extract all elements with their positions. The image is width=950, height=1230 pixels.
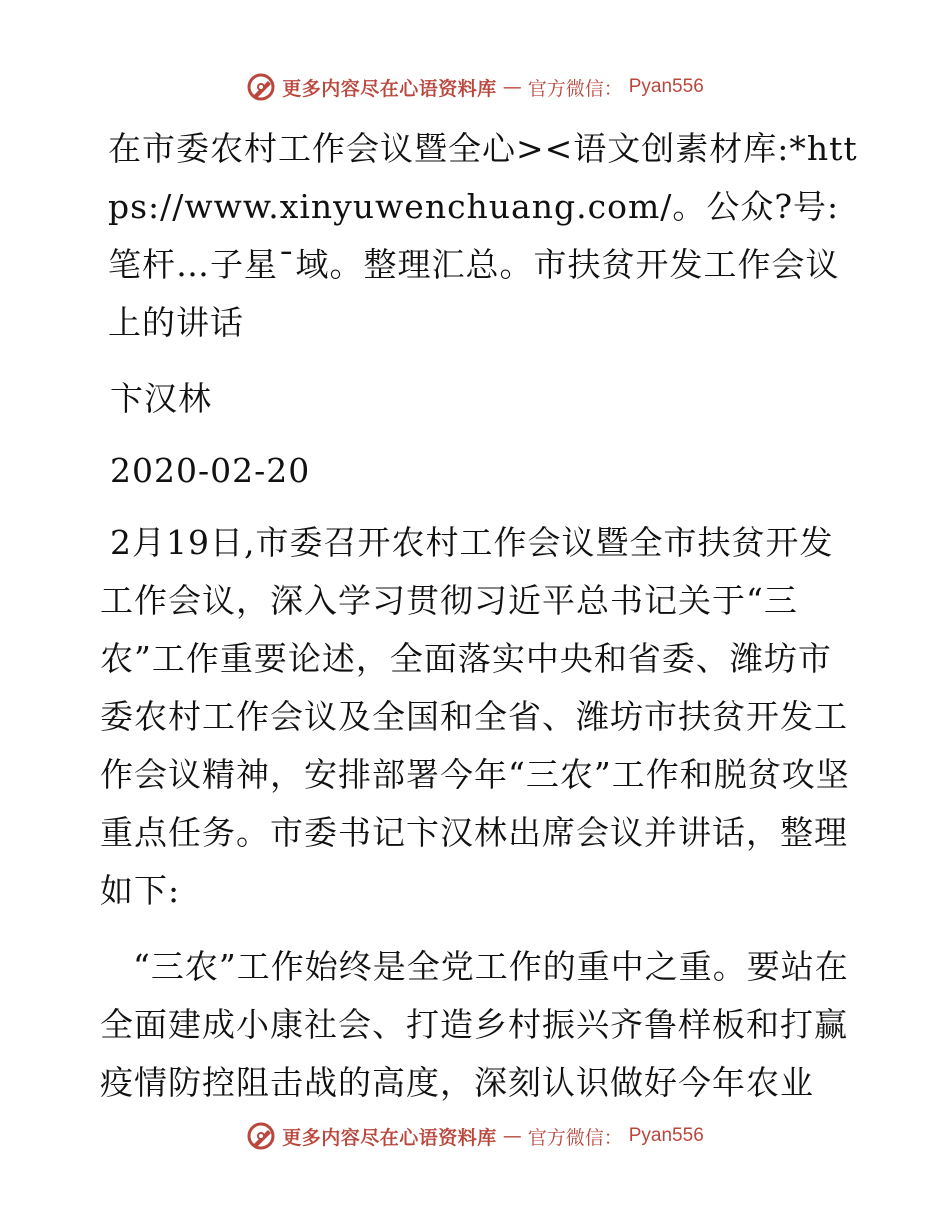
- watermark-wechat-id: Pyan556: [628, 76, 704, 97]
- document-date: 2020-02-20: [110, 451, 311, 490]
- paragraph: “三农”工作始终是全党工作的重中之重。要站在全面建成小康社会、打造乡村振兴齐鲁样板和打赢疫情防控阻击战的高度，深刻认识做好今年农业: [100, 947, 849, 1102]
- document-body: [100, 120, 860, 1112]
- watermark-wechat-id: Pyan556: [628, 1125, 704, 1146]
- watermark-label: 官方微信：: [527, 1126, 623, 1149]
- watermark-text: 更多内容尽在心语资料库: [282, 77, 497, 100]
- document-author: 卞汉林: [110, 379, 212, 418]
- paragraph: 2月19日,市委召开农村工作会议暨全市扶贫开发工作会议，深入学习贯彻习近平总书记关于“三农”工作重要论述，全面落实中央和省委、潍坊市委农村工作会议及全国和全省、潍坊市扶贫开发工作会议精神，安排部署今年“三农”工作和脱贫攻坚重点任务。市委书记卞汉林出席会议并讲话，整理如下:: [100, 523, 850, 910]
- watermark-separator: —: [502, 76, 522, 98]
- document-title: 在市委农村工作会议暨全心><语文创素材库:*https://www.xinyuwenchuang.com/。公众?号:笔杆…子星¯域。整理汇总。市扶贫开发工作会议上的讲话: [108, 129, 858, 342]
- watermark-header: [0, 72, 950, 102]
- watermark-text: 更多内容尽在心语资料库: [282, 1126, 497, 1149]
- brush-logo-icon: [246, 72, 276, 102]
- brush-logo-icon: [246, 1121, 276, 1151]
- watermark-label: 官方微信：: [527, 77, 623, 100]
- watermark-footer: [0, 1121, 950, 1151]
- watermark-separator: —: [502, 1125, 522, 1147]
